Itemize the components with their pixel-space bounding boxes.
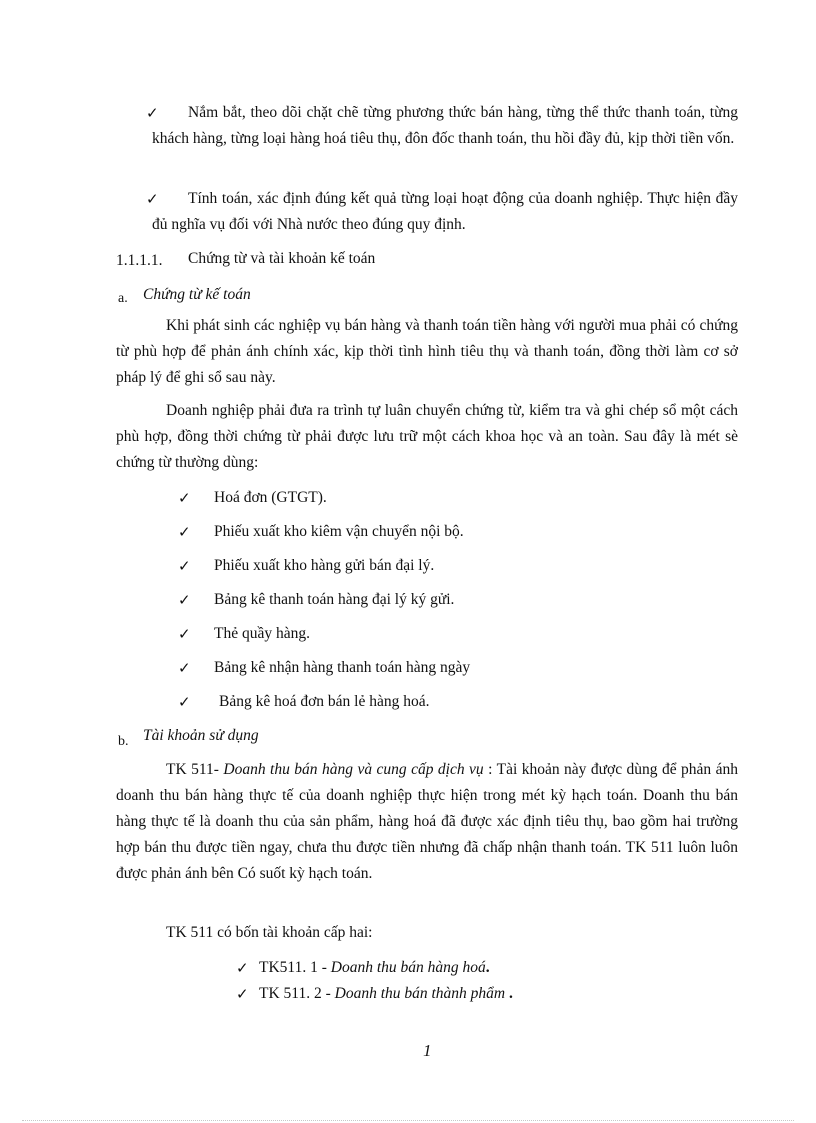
checkmark-icon: ✓: [146, 104, 159, 122]
checkmark-icon: ✓: [178, 693, 191, 711]
checkmark-icon: ✓: [146, 190, 159, 208]
sub-account-code: TK 511. 2 -: [259, 985, 335, 1002]
sub-account-item: [259, 955, 490, 981]
list-item: Bảng kê hoá đơn bán lẻ hàng hoá.: [219, 693, 430, 710]
section-number: 1.1.1.1.: [116, 252, 163, 269]
tk511-name: Doanh thu bán hàng và cung cấp dịch vụ: [223, 761, 484, 778]
sub-account-code: TK511. 1 -: [259, 959, 331, 976]
list-item: Bảng kê thanh toán hàng đại lý ký gửi.: [214, 591, 455, 608]
tk511-code: TK 511-: [166, 761, 219, 778]
sub-account-name: Doanh thu bán thành phẩm: [334, 985, 506, 1002]
intro-item-1: Nắm bắt, theo dõi chặt chẽ từng phương thức bán hàng, từng thể thức thanh toán, từng khách hàng, từng loại hàng hoá tiêu thụ, đôn đốc thanh toán, thu hồi đầy đủ, kịp thời tiền vốn.: [152, 104, 738, 147]
sub-a-marker: a.: [118, 291, 128, 306]
sub-account-item: [259, 981, 513, 1007]
tk511-paragraph: [116, 757, 738, 887]
sub-a-title: Chứng từ kế toán: [143, 286, 251, 303]
list-item: Phiếu xuất kho kiêm vận chuyển nội bộ.: [214, 523, 464, 540]
tk511-description: : Tài khoản này được dùng để phản ánh doanh thu bán hàng thực tế của doanh nghiệp thực hiện trong mét kỳ hạch toán. Doanh thu bán hàng thực tế là doanh thu của sản phẩm, hàng hoá đã được xác định tiêu thụ, bao gồm hai trường hợp bán thu được tiền ngay, chưa thu được tiền nhưng đã chấp nhận thanh toán. TK 511 luôn luôn được phản ánh bên Có suốt kỳ hạch toán.: [116, 761, 739, 882]
sub-account-name: Doanh thu bán hàng hoá: [330, 959, 486, 976]
checkmark-icon: ✓: [178, 489, 191, 507]
list-item: Phiếu xuất kho hàng gửi bán đại lý.: [214, 557, 435, 574]
page-number: 1: [423, 1041, 432, 1060]
sub-account-end: .: [485, 959, 490, 976]
sub-b-marker: b.: [118, 734, 129, 749]
list-item: Bảng kê nhận hàng thanh toán hàng ngày: [214, 659, 471, 676]
list-item: Hoá đơn (GTGT).: [214, 489, 327, 506]
checkmark-icon: ✓: [178, 625, 191, 643]
sub-account-end: .: [505, 985, 513, 1002]
sub-a-paragraph-2: Doanh nghiệp phải đưa ra trình tự luân chuyển chứng từ, kiểm tra và ghi chép sổ một cách phù hợp, đồng thời chứng từ phải được lưu trữ một cách khoa học và an toàn. Sau đây là mét sè chứng từ thường dùng:: [116, 402, 738, 471]
checkmark-icon: ✓: [236, 985, 249, 1003]
sub-b-title: Tài khoản sử dụng: [143, 727, 259, 744]
list-item: Thẻ quầy hàng.: [214, 625, 310, 642]
page-border-line: [22, 1120, 794, 1121]
checkmark-icon: ✓: [178, 557, 191, 575]
sub-accounts-intro: TK 511 có bốn tài khoản cấp hai:: [166, 924, 373, 941]
checkmark-icon: ✓: [236, 959, 249, 977]
section-title: Chứng từ và tài khoản kế toán: [188, 250, 376, 267]
intro-item-2: Tính toán, xác định đúng kết quả từng loại hoạt động của doanh nghiệp. Thực hiện đầy đủ nghĩa vụ đối với Nhà nước theo đúng quy định.: [152, 190, 738, 233]
checkmark-icon: ✓: [178, 591, 191, 609]
checkmark-icon: ✓: [178, 659, 191, 677]
sub-a-paragraph-1: Khi phát sinh các nghiệp vụ bán hàng và thanh toán tiền hàng với người mua phải có chứng từ phù hợp để phản ánh chính xác, kịp thời tình hình tiêu thụ và thanh toán, đồng thời làm cơ sở pháp lý để ghi sổ sau này.: [116, 317, 738, 386]
checkmark-icon: ✓: [178, 523, 191, 541]
